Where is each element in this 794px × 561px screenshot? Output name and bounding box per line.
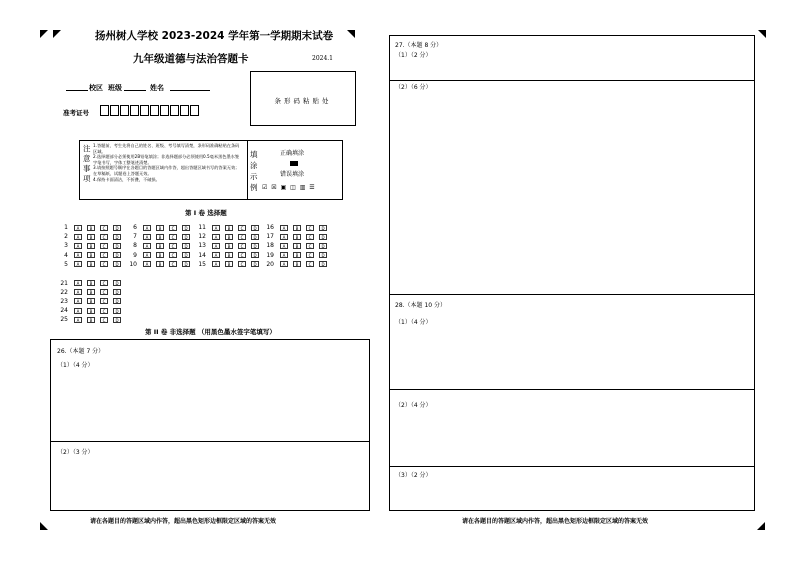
mc-question-row (196, 232, 264, 241)
mc-option-bubble-c[interactable]: C (238, 252, 246, 258)
mc-option-bubble-d[interactable]: D (182, 261, 190, 267)
mc-question-row (196, 251, 264, 260)
mc-option-bubble-a[interactable]: A (74, 252, 82, 258)
mc-question-number: 12 (198, 233, 206, 241)
exam-id-box[interactable] (170, 105, 179, 116)
mc-option-bubble-a[interactable]: A (74, 225, 82, 231)
mc-question-row (58, 223, 126, 232)
mc-question-number: 9 (133, 251, 137, 259)
exam-id-box[interactable] (120, 105, 129, 116)
mc-option-bubble-b[interactable]: B (87, 252, 95, 258)
mc-option-bubble-a[interactable]: A (74, 298, 82, 304)
mc-option-bubble-a[interactable]: A (143, 252, 151, 258)
mc-question-row (58, 241, 126, 250)
mc-option-bubble-b[interactable]: B (87, 280, 95, 286)
mc-option-bubble-c[interactable]: C (100, 308, 108, 314)
mc-option-bubble-b[interactable]: B (293, 234, 301, 240)
mc-option-bubble-b[interactable]: B (225, 261, 233, 267)
mc-option-bubble-c[interactable]: C (238, 261, 246, 267)
mc-option-bubble-b[interactable]: B (156, 252, 164, 258)
mc-question-row (264, 223, 332, 232)
mc-option-bubble-d[interactable]: D (113, 234, 121, 240)
mc-option-bubble-a[interactable]: A (212, 261, 220, 267)
campus-label: 校区 (89, 84, 103, 92)
mc-option-bubble-c[interactable]: C (169, 234, 177, 240)
mc-question-number: 17 (266, 233, 274, 241)
mc-question-number: 23 (60, 297, 68, 305)
exam-id-box[interactable] (180, 105, 189, 116)
mc-option-bubble-c[interactable]: C (100, 317, 108, 323)
corner-mark-top-middle (347, 30, 355, 38)
mc-question-row (127, 223, 195, 232)
mc-option-bubble-c[interactable]: C (169, 252, 177, 258)
q26-answer-box[interactable] (50, 339, 370, 511)
mc-option-bubble-d[interactable]: D (113, 280, 121, 286)
mc-option-bubble-b[interactable]: B (87, 317, 95, 323)
mc-option-bubble-d[interactable]: D (319, 243, 327, 249)
corner-mark-bottom-right (757, 522, 765, 530)
mc-question-row (58, 232, 126, 241)
q28-divider-2 (390, 466, 754, 467)
mc-option-bubble-a[interactable]: A (212, 225, 220, 231)
mc-option-bubble-c[interactable]: C (100, 234, 108, 240)
mc-option-bubble-c[interactable]: C (100, 298, 108, 304)
mc-question-number: 11 (198, 224, 206, 231)
mc-option-bubble-b[interactable]: B (156, 261, 164, 267)
mc-option-bubble-a[interactable]: A (74, 308, 82, 314)
exam-id-box[interactable] (140, 105, 149, 116)
mc-question-number: 8 (133, 242, 137, 250)
campus-line[interactable] (66, 90, 88, 91)
mc-option-bubble-c[interactable]: C (306, 234, 314, 240)
mc-option-bubble-a[interactable]: A (280, 225, 288, 231)
mc-option-bubble-b[interactable]: B (87, 234, 95, 240)
wrong-fill-label: 错误填涂 (280, 171, 305, 178)
name-label: 姓名 (150, 84, 164, 92)
name-line[interactable] (170, 90, 210, 91)
exam-id-box[interactable] (160, 105, 169, 116)
mc-option-bubble-b[interactable]: B (225, 243, 233, 249)
mc-question-row (58, 315, 126, 324)
mc-option-bubble-c[interactable]: C (306, 261, 314, 267)
mc-option-bubble-d[interactable]: D (113, 261, 121, 267)
mc-option-bubble-b[interactable]: B (293, 252, 301, 258)
mc-option-bubble-a[interactable]: A (280, 261, 288, 267)
mc-option-bubble-b[interactable]: B (87, 298, 95, 304)
mc-question-row (127, 251, 195, 260)
correct-fill-label: 正确填涂 (280, 150, 305, 157)
mc-question-row (196, 223, 264, 232)
mc-question-row (264, 241, 332, 250)
mc-option-bubble-b[interactable]: B (87, 261, 95, 267)
mc-question-number: 4 (64, 251, 68, 259)
mc-question-row (58, 297, 126, 306)
mc-question-number: 14 (198, 251, 206, 259)
mc-option-bubble-a[interactable]: A (143, 234, 151, 240)
mc-question-number: 20 (266, 260, 274, 268)
exam-id-box[interactable] (190, 105, 199, 116)
q27-part2: （2）（6 分） (395, 84, 432, 91)
mc-question-row (58, 251, 126, 260)
section2-title: 第 II 卷 非选择题 （用黑色墨水签字笔填写） (145, 328, 276, 336)
mc-question-row (58, 279, 126, 288)
mc-option-bubble-d[interactable]: D (251, 234, 259, 240)
mc-option-bubble-d[interactable]: D (251, 225, 259, 231)
exam-id-box[interactable] (100, 105, 109, 116)
mc-option-bubble-d[interactable]: D (113, 252, 121, 258)
mc-option-bubble-a[interactable]: A (280, 234, 288, 240)
mc-option-bubble-d[interactable]: D (251, 252, 259, 258)
mc-question-number: 21 (60, 279, 68, 287)
exam-date: 2024.1 (312, 55, 333, 62)
mc-option-bubble-d[interactable]: D (251, 243, 259, 249)
mc-option-bubble-b[interactable]: B (293, 225, 301, 231)
mc-question-number: 5 (64, 260, 68, 268)
q26-title: 26.（本题 7 分） (57, 348, 105, 355)
subject-title: 九年级道德与法治答题卡 (133, 53, 249, 65)
exam-id-label: 准考证号 (63, 109, 89, 117)
mc-question-number: 2 (64, 233, 68, 241)
mc-question-row (58, 260, 126, 269)
mc-question-number: 24 (60, 307, 68, 315)
footer-left-note: 请在各题目的答题区域内作答，超出黑色矩形边框限定区域的答案无效 (90, 518, 277, 525)
note-item-1: 1.答题前，考生先将自己的姓名、班级、考号填写清楚，条形码准确粘贴在条码区域。 (93, 143, 240, 154)
mc-question-row (264, 232, 332, 241)
mc-question-number: 16 (266, 224, 274, 231)
mc-option-bubble-b[interactable]: B (156, 234, 164, 240)
mc-option-bubble-d[interactable]: D (182, 234, 190, 240)
mc-option-bubble-c[interactable]: C (169, 225, 177, 231)
q27-divider-1 (390, 80, 754, 81)
mc-option-bubble-a[interactable]: A (212, 243, 220, 249)
mc-question-number: 1 (64, 224, 68, 231)
exam-id-boxes[interactable] (100, 105, 200, 116)
mc-question-number: 19 (266, 251, 274, 259)
mc-option-bubble-d[interactable]: D (182, 243, 190, 249)
mc-option-bubble-c[interactable]: C (306, 252, 314, 258)
mc-question-number: 18 (266, 242, 274, 250)
mc-option-bubble-c[interactable]: C (100, 225, 108, 231)
mc-option-bubble-a[interactable]: A (74, 280, 82, 286)
mc-option-bubble-d[interactable]: D (113, 317, 121, 323)
q28-part3: （3）（2 分） (395, 472, 432, 479)
mc-option-bubble-c[interactable]: C (169, 243, 177, 249)
mc-option-bubble-b[interactable]: B (225, 234, 233, 240)
mc-question-row (196, 241, 264, 250)
q28-title: 28.（本题 10 分） (395, 302, 446, 309)
q27-title: 27.（本题 8 分） (395, 42, 443, 49)
q28-divider-1 (390, 389, 754, 390)
mc-question-row (264, 251, 332, 260)
barcode-area (250, 71, 356, 126)
mc-option-bubble-a[interactable]: A (143, 261, 151, 267)
mc-option-bubble-d[interactable]: D (113, 225, 121, 231)
class-line[interactable] (124, 90, 146, 91)
barcode-label: 条形码粘贴处 (274, 97, 332, 105)
q26-part2: （2）（3 分） (57, 449, 94, 456)
mc-option-bubble-b[interactable]: B (156, 225, 164, 231)
corner-mark-top-left (40, 30, 48, 38)
mc-option-bubble-d[interactable]: D (319, 225, 327, 231)
mc-option-bubble-c[interactable]: C (100, 289, 108, 295)
mc-option-bubble-b[interactable]: B (87, 243, 95, 249)
exam-id-box[interactable] (110, 105, 119, 116)
q28-part1: （1）（4 分） (395, 319, 432, 326)
q26-divider (51, 441, 369, 442)
mc-option-bubble-a[interactable]: A (280, 252, 288, 258)
q26-part1: （1）（4 分） (57, 362, 94, 369)
mc-option-bubble-d[interactable]: D (113, 289, 121, 295)
mc-option-bubble-d[interactable]: D (113, 308, 121, 314)
mc-question-row (58, 288, 126, 297)
corner-mark-top-right (758, 30, 766, 38)
mc-question-row (264, 260, 332, 269)
mc-option-bubble-b[interactable]: B (225, 252, 233, 258)
mc-question-row (127, 241, 195, 250)
mc-question-number: 10 (129, 260, 137, 268)
q27-part1: （1）（2 分） (395, 52, 432, 59)
correct-fill-sample (290, 161, 298, 166)
mc-option-bubble-c[interactable]: C (238, 225, 246, 231)
mc-option-bubble-a[interactable]: A (212, 234, 220, 240)
mc-option-bubble-a[interactable]: A (74, 289, 82, 295)
mc-question-row (58, 306, 126, 315)
mc-option-bubble-c[interactable]: C (169, 261, 177, 267)
q27-q28-divider (390, 294, 754, 295)
mc-option-bubble-b[interactable]: B (293, 261, 301, 267)
notes-heading: 注意事项 (83, 144, 91, 183)
mc-option-bubble-c[interactable]: C (100, 261, 108, 267)
class-label: 班级 (108, 84, 122, 92)
mc-question-number: 13 (198, 242, 206, 250)
exam-id-box[interactable] (150, 105, 159, 116)
mc-option-bubble-d[interactable]: D (251, 261, 259, 267)
footer-right-note: 请在各题目的答题区域内作答，超出黑色矩形边框限定区域的答案无效 (462, 518, 649, 525)
mc-option-bubble-b[interactable]: B (87, 225, 95, 231)
mc-option-bubble-c[interactable]: C (238, 243, 246, 249)
mc-question-number: 7 (133, 233, 137, 241)
mc-question-number: 15 (198, 260, 206, 268)
mc-option-bubble-a[interactable]: A (280, 243, 288, 249)
mc-question-number: 22 (60, 288, 68, 296)
mc-option-bubble-b[interactable]: B (293, 243, 301, 249)
mc-option-bubble-c[interactable]: C (306, 243, 314, 249)
mc-option-bubble-c[interactable]: C (306, 225, 314, 231)
corner-mark-top-left-2 (53, 30, 61, 38)
q28-part2: （2）（4 分） (395, 402, 432, 409)
mc-option-bubble-b[interactable]: B (87, 289, 95, 295)
mc-option-bubble-a[interactable]: A (143, 243, 151, 249)
mc-option-bubble-d[interactable]: D (182, 225, 190, 231)
mc-option-bubble-d[interactable]: D (319, 252, 327, 258)
exam-id-box[interactable] (130, 105, 139, 116)
mc-option-bubble-d[interactable]: D (319, 234, 327, 240)
note-item-4: 4.保持卡面清洁，不折叠，不破损。 (93, 176, 160, 182)
right-answer-column (389, 35, 755, 511)
mc-option-bubble-c[interactable]: C (100, 280, 108, 286)
note-item-2: 2.选择题部分必须使用2B铅笔填涂；非选择题部分必须使用0.5毫米黑色墨水签字笔书写，字体工整笔迹清楚。 (93, 154, 240, 165)
mc-option-bubble-b[interactable]: B (156, 243, 164, 249)
note-item-3: 3.请按照题号顺序在各题目的答题区域内作答，超出答题区域书写的答案无效；在草稿纸、试题卷上答题无效。 (93, 165, 240, 176)
mc-option-bubble-c[interactable]: C (100, 243, 108, 249)
mc-option-bubble-d[interactable]: D (319, 261, 327, 267)
section1-title: 第 I 卷 选择题 (185, 209, 227, 217)
school-title: 扬州树人学校 2023-2024 学年第一学期期末试卷 (95, 30, 334, 42)
mc-option-bubble-a[interactable]: A (74, 243, 82, 249)
notes-box (79, 140, 343, 200)
mc-option-bubble-a[interactable]: A (74, 261, 82, 267)
mc-option-bubble-b[interactable]: B (87, 308, 95, 314)
mc-question-number: 3 (64, 242, 68, 250)
wrong-fill-samples: ☑ ☒ ▣ ◫ ▥ ☰ (262, 184, 316, 191)
mc-option-bubble-d[interactable]: D (113, 298, 121, 304)
mc-question-number: 6 (133, 224, 137, 231)
mc-option-bubble-d[interactable]: D (113, 243, 121, 249)
mc-question-number: 25 (60, 316, 68, 324)
mc-option-bubble-c[interactable]: C (100, 252, 108, 258)
mc-option-bubble-b[interactable]: B (225, 225, 233, 231)
mc-question-row (127, 260, 195, 269)
mc-option-bubble-a[interactable]: A (74, 317, 82, 323)
fill-example-heading: 填涂示例 (250, 150, 258, 192)
corner-mark-bottom-left (40, 522, 48, 530)
mc-question-row (127, 232, 195, 241)
mc-option-bubble-a[interactable]: A (74, 234, 82, 240)
fill-example-divider (247, 141, 248, 199)
mc-option-bubble-a[interactable]: A (212, 252, 220, 258)
mc-option-bubble-d[interactable]: D (182, 252, 190, 258)
mc-question-row (196, 260, 264, 269)
mc-option-bubble-a[interactable]: A (143, 225, 151, 231)
mc-option-bubble-c[interactable]: C (238, 234, 246, 240)
